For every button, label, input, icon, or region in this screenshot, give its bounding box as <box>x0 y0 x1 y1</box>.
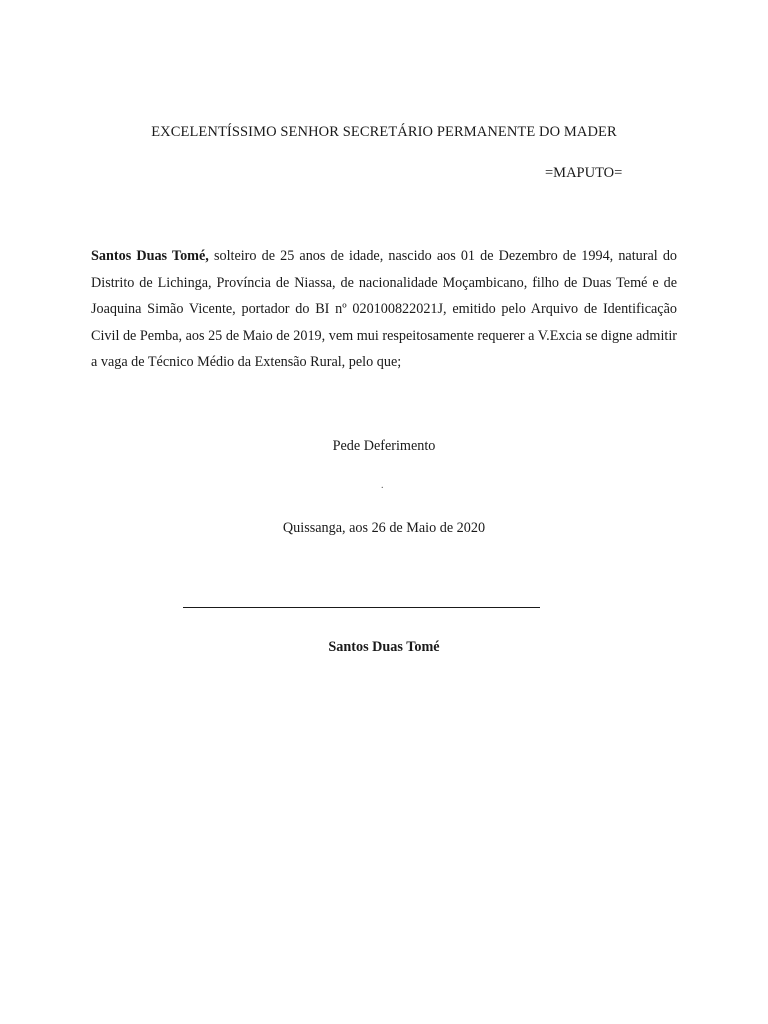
signature-name: Santos Duas Tomé <box>328 639 440 655</box>
separator-dot: . <box>381 480 384 491</box>
signature-line <box>183 607 540 608</box>
letter-heading: EXCELENTÍSSIMO SENHOR SECRETÁRIO PERMANENTE DO MADER <box>151 124 617 140</box>
letter-body <box>91 243 677 376</box>
body-paragraph: solteiro de 25 anos de idade, nascido aos 01 de Dezembro de 1994, natural do Distrito de Lichinga, Província de Niassa, de nacionalidade Moçambicano, filho de Duas Temé e de Joaquina Simão Vicente, portador do BI nº 020100822021J, emitido pelo Arquivo de Identificação Civil de Pemba, aos 25 de Maio de 2019, vem mui respeitosamente requerer a V.Excia se digne admitir a vaga de Técnico Médio da Extensão Rural, pelo que; <box>91 248 678 370</box>
closing-text: Pede Deferimento <box>332 438 436 454</box>
applicant-name: Santos Duas Tomé, <box>91 248 209 264</box>
letter-city: =MAPUTO= <box>545 165 623 181</box>
place-date: Quissanga, aos 26 de Maio de 2020 <box>282 520 486 536</box>
